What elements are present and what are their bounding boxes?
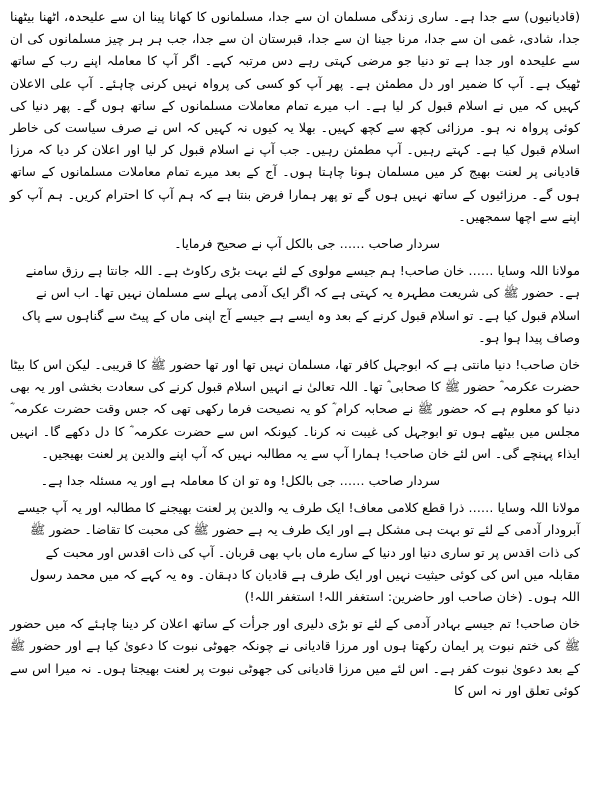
- speaker-separator: ……: [339, 473, 365, 489]
- dialogue-text: جی بالکل آپ نے صحیح فرمایا۔: [174, 236, 336, 252]
- speaker-name: مولانا اللہ وسایا: [497, 263, 580, 279]
- speaker-name: سردار صاحب: [368, 473, 440, 489]
- paragraph: خان صاحب! تم جیسے بہادر آدمی کے لئے تو بڑی دلیری اور جرأت کے ساتھ اعلان کر دینا چاہئے کہ میں حضور ﷺ کی ختم نبوت پر ایمان رکھتا ہوں اور مرزا قادیانی نے چونکہ جھوٹی نبوت کا دعویٰ کیا ہے اور حضور ﷺ کے بعد دعویٰ نبوت کفر ہے۔ اس لئے میں مرزا قادیانی کی جھوٹی نبوت پر لعنت بھیجتا ہوں۔ نہ میرا اس سے کوئی تعلق اور نہ اس کا: [10, 616, 580, 698]
- paragraph: (قادیانیوں) سے جدا ہے۔ ساری زندگی مسلمان ان سے جدا، مسلمانوں کا کھانا پینا ان سے علیحدہ، اٹھنا بیٹھنا جدا، شادی، غمی ان سے جدا، مرنا جینا ان سے جدا، قبرستان ان سے جدا، جب ہر ہر چیز مسلمانوں کی ان سے علیحدہ اور جدا ہے تو دنیا جو مرضی کہتی رہے دس مرتبہ کہے۔ اگر آپ کا معاملہ اپنے رب کے ساتھ ٹھیک ہے۔ آپ کا ضمیر اور دل مطمئن ہے۔ پھر آپ کو کسی کی پرواہ نہیں کرنی چاہئے۔ آپ علی الاعلان کہیں کہ میں نے اسلام قبول کر لیا ہے۔ اب میرے تمام معاملات مسلمانوں کے ساتھ ہوں گے۔ پھر دنیا کی کوئی پرواہ نہ ہو۔ مرزائی کچھ سے کچھ کہیں۔ بھلا یہ کیوں نہ کہیں کہ اس نے صرف سیاست کی خاطر اسلام قبول کیا ہے۔ کہتے رہیں۔ آپ مطمئن رہیں۔ جب آپ نے اسلام قبول کر لیا اور اعلان کر دیا کہ مرزا قادیانی پر لعنت بھیج کر میں مسلمان ہونا چاہتا ہوں۔ آج کے بعد میرے تمام معاملات مسلمانوں کے ساتھ ہوں گے۔ مرزائیوں کے ساتھ نہیں ہوں گے تو پھر ہمارا فرض بنتا ہے کہ ہم آپ کا احترام کریں۔ ہم آپ کو اپنے سے اچھا سمجھیں۔: [10, 9, 580, 224]
- dialogue-line: [10, 497, 580, 608]
- dialogue-line: [10, 233, 580, 255]
- speaker-name: مولانا اللہ وسایا: [497, 500, 580, 516]
- dialogue-text: خان صاحب! ہم جیسے مولوی کے لئے بہت بڑی رکاوٹ ہے۔ اللہ جانتا ہے رزق سامنے ہے۔ حضور ﷺ کی شریعت مطہرہ یہ کہتی ہے کہ اگر ایک آدمی پہلے سے مسلمان نہیں تھا۔ اب اس نے اسلام قبول کیا ہے۔ تو اسلام قبول کرنے کے بعد وہ ایسے ہے جیسے آج اپنی ماں کے پیٹ سے گناہوں سے پاک وصاف پیدا ہوا ہو۔: [21, 263, 580, 345]
- dialogue-text: جی بالکل! وہ تو ان کا معاملہ ہے اور یہ مسئلہ جدا ہے۔: [40, 473, 336, 489]
- dialogue-line: [10, 260, 580, 349]
- speaker-separator: ……: [339, 236, 365, 252]
- paragraph: خان صاحب! دنیا مانتی ہے کہ ابوجہل کافر تھا، مسلمان نہیں تھا اور تھا حضور ﷺ کا قریبی۔ لیکن اس کا بیٹا حضرت عکرمہ ؓ حضور ﷺ کا صحابی ؓ تھا۔ اللہ تعالیٰ نے انہیں اسلام قبول کرنے کی سعادت بخشی اور یہ بھی دنیا کو معلوم ہے کہ حضور ﷺ نے صحابہ کرام ؓ کو یہ نصیحت فرما رکھی تھی کہ جس وقت حضرت عکرمہ ؓ مجلس میں بیٹھے ہوں تو ابوجہل کی غیبت نہ کرنا۔ کیونکہ اس سے حضرت عکرمہ ؓ کا دل دکھے گا۔ انہیں ایذاء پہنچے گی۔ اس لئے خان صاحب! ہمارا آپ سے یہ مطالبہ نہیں کہ آپ اپنے والدین پر لعنت بھیجیں۔: [10, 357, 580, 461]
- speaker-separator: ……: [468, 263, 494, 279]
- dialogue-text: ذرا قطع کلامی معاف! ایک طرف یہ والدین پر لعنت بھیجنے کا مطالبہ اور یہ آپ جیسے آبرودار آدمی کے لئے تو بہت ہی مشکل ہے اور ایک طرف یہ ہے حضور ﷺ کی محبت کا تقاضا۔ حضور ﷺ کی ذات اقدس پر تو ساری دنیا اور دنیا کے سارے ماں باپ بھی قربان۔ آپ کی ذات اقدس اور محبت کے مقابلہ میں اس کی کوئی حیثیت نہیں اور ایک طرف ہے قادیان کا دہقان۔ وہ یہ کہے کہ میں محمد رسول اللہ ہوں۔ (خان صاحب اور حاضرین: استغفر اللہ! استغفر اللہ!): [17, 500, 580, 605]
- speaker-separator: ……: [468, 500, 494, 516]
- speaker-name: سردار صاحب: [368, 236, 440, 252]
- dialogue-line: [10, 470, 580, 492]
